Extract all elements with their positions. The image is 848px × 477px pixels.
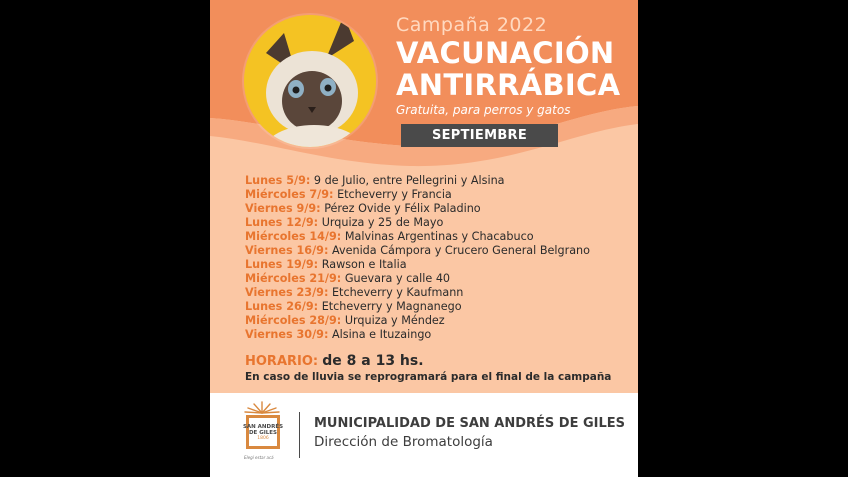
campaign-year: Campaña 2022 — [396, 14, 548, 36]
schedule-place: Etcheverry y Kaufmann — [331, 286, 464, 299]
schedule-row — [245, 328, 635, 342]
schedule-row — [245, 188, 635, 202]
schedule-place: Urquiza y Méndez — [344, 314, 445, 327]
department-name: Dirección de Bromatología — [314, 434, 493, 450]
schedule-place: Guevara y calle 40 — [344, 272, 451, 285]
schedule-place: Pérez Ovide y Félix Paladino — [324, 202, 481, 215]
footer-divider — [299, 412, 300, 458]
schedule-place: Urquiza y 25 de Mayo — [321, 216, 444, 229]
schedule-day: Lunes 26/9: — [245, 300, 319, 313]
schedule-row — [245, 230, 635, 244]
schedule-day: Miércoles 21/9: — [245, 272, 342, 285]
schedule-day: Miércoles 14/9: — [245, 230, 342, 243]
month-badge: SEPTIEMBRE — [401, 124, 558, 147]
rain-note: En caso de lluvia se reprogramará para el final de la campaña — [245, 371, 612, 383]
schedule-row — [245, 314, 635, 328]
schedule-row — [245, 244, 635, 258]
hours-label: HORARIO: — [245, 354, 319, 369]
schedule-row — [245, 216, 635, 230]
footer — [210, 393, 638, 477]
schedule-place: Rawson e Italia — [321, 258, 407, 271]
municipality-logo — [242, 415, 284, 449]
campaign-poster — [210, 0, 638, 477]
hours-line — [245, 352, 424, 371]
schedule-day: Lunes 12/9: — [245, 216, 319, 229]
schedule-row — [245, 272, 635, 286]
schedule-row — [245, 286, 635, 300]
hours-value: de 8 a 13 hs. — [322, 353, 424, 369]
schedule-day: Lunes 5/9: — [245, 174, 311, 187]
cat-photo — [244, 15, 376, 147]
schedule-list — [245, 174, 635, 342]
schedule-day: Viernes 23/9: — [245, 286, 329, 299]
schedule-day: Lunes 19/9: — [245, 258, 319, 271]
logo-line2: DE GILES — [248, 429, 278, 436]
municipality-name: MUNICIPALIDAD DE SAN ANDRÉS DE GILES — [314, 416, 626, 431]
subtitle: Gratuita, para perros y gatos — [396, 103, 571, 117]
schedule-day: Miércoles 28/9: — [245, 314, 342, 327]
schedule-place: Avenida Cámpora y Crucero General Belgrano — [331, 244, 590, 257]
title-line1: VACUNACIÓN — [396, 36, 615, 70]
logo-year: 1806 — [257, 435, 269, 441]
schedule-place: Etcheverry y Francia — [337, 188, 452, 201]
schedule-row — [245, 258, 635, 272]
schedule-place: Etcheverry y Magnanego — [321, 300, 462, 313]
schedule-place: Alsina e Ituzaingo — [331, 328, 432, 341]
schedule-day: Viernes 16/9: — [245, 244, 329, 257]
schedule-day: Viernes 30/9: — [245, 328, 329, 341]
title-line2: ANTIRRÁBICA — [396, 68, 621, 102]
logo-line1: SAN ANDRÉS — [242, 423, 284, 430]
schedule-day: Viernes 9/9: — [245, 202, 321, 215]
schedule-row — [245, 300, 635, 314]
schedule-row — [245, 202, 635, 216]
logo-tagline: Elegí estar acá — [244, 455, 274, 460]
sun-icon — [242, 400, 282, 414]
schedule-place: 9 de Julio, entre Pellegrini y Alsina — [313, 174, 505, 187]
schedule-day: Miércoles 7/9: — [245, 188, 334, 201]
schedule-row — [245, 174, 635, 188]
schedule-place: Malvinas Argentinas y Chacabuco — [344, 230, 534, 243]
